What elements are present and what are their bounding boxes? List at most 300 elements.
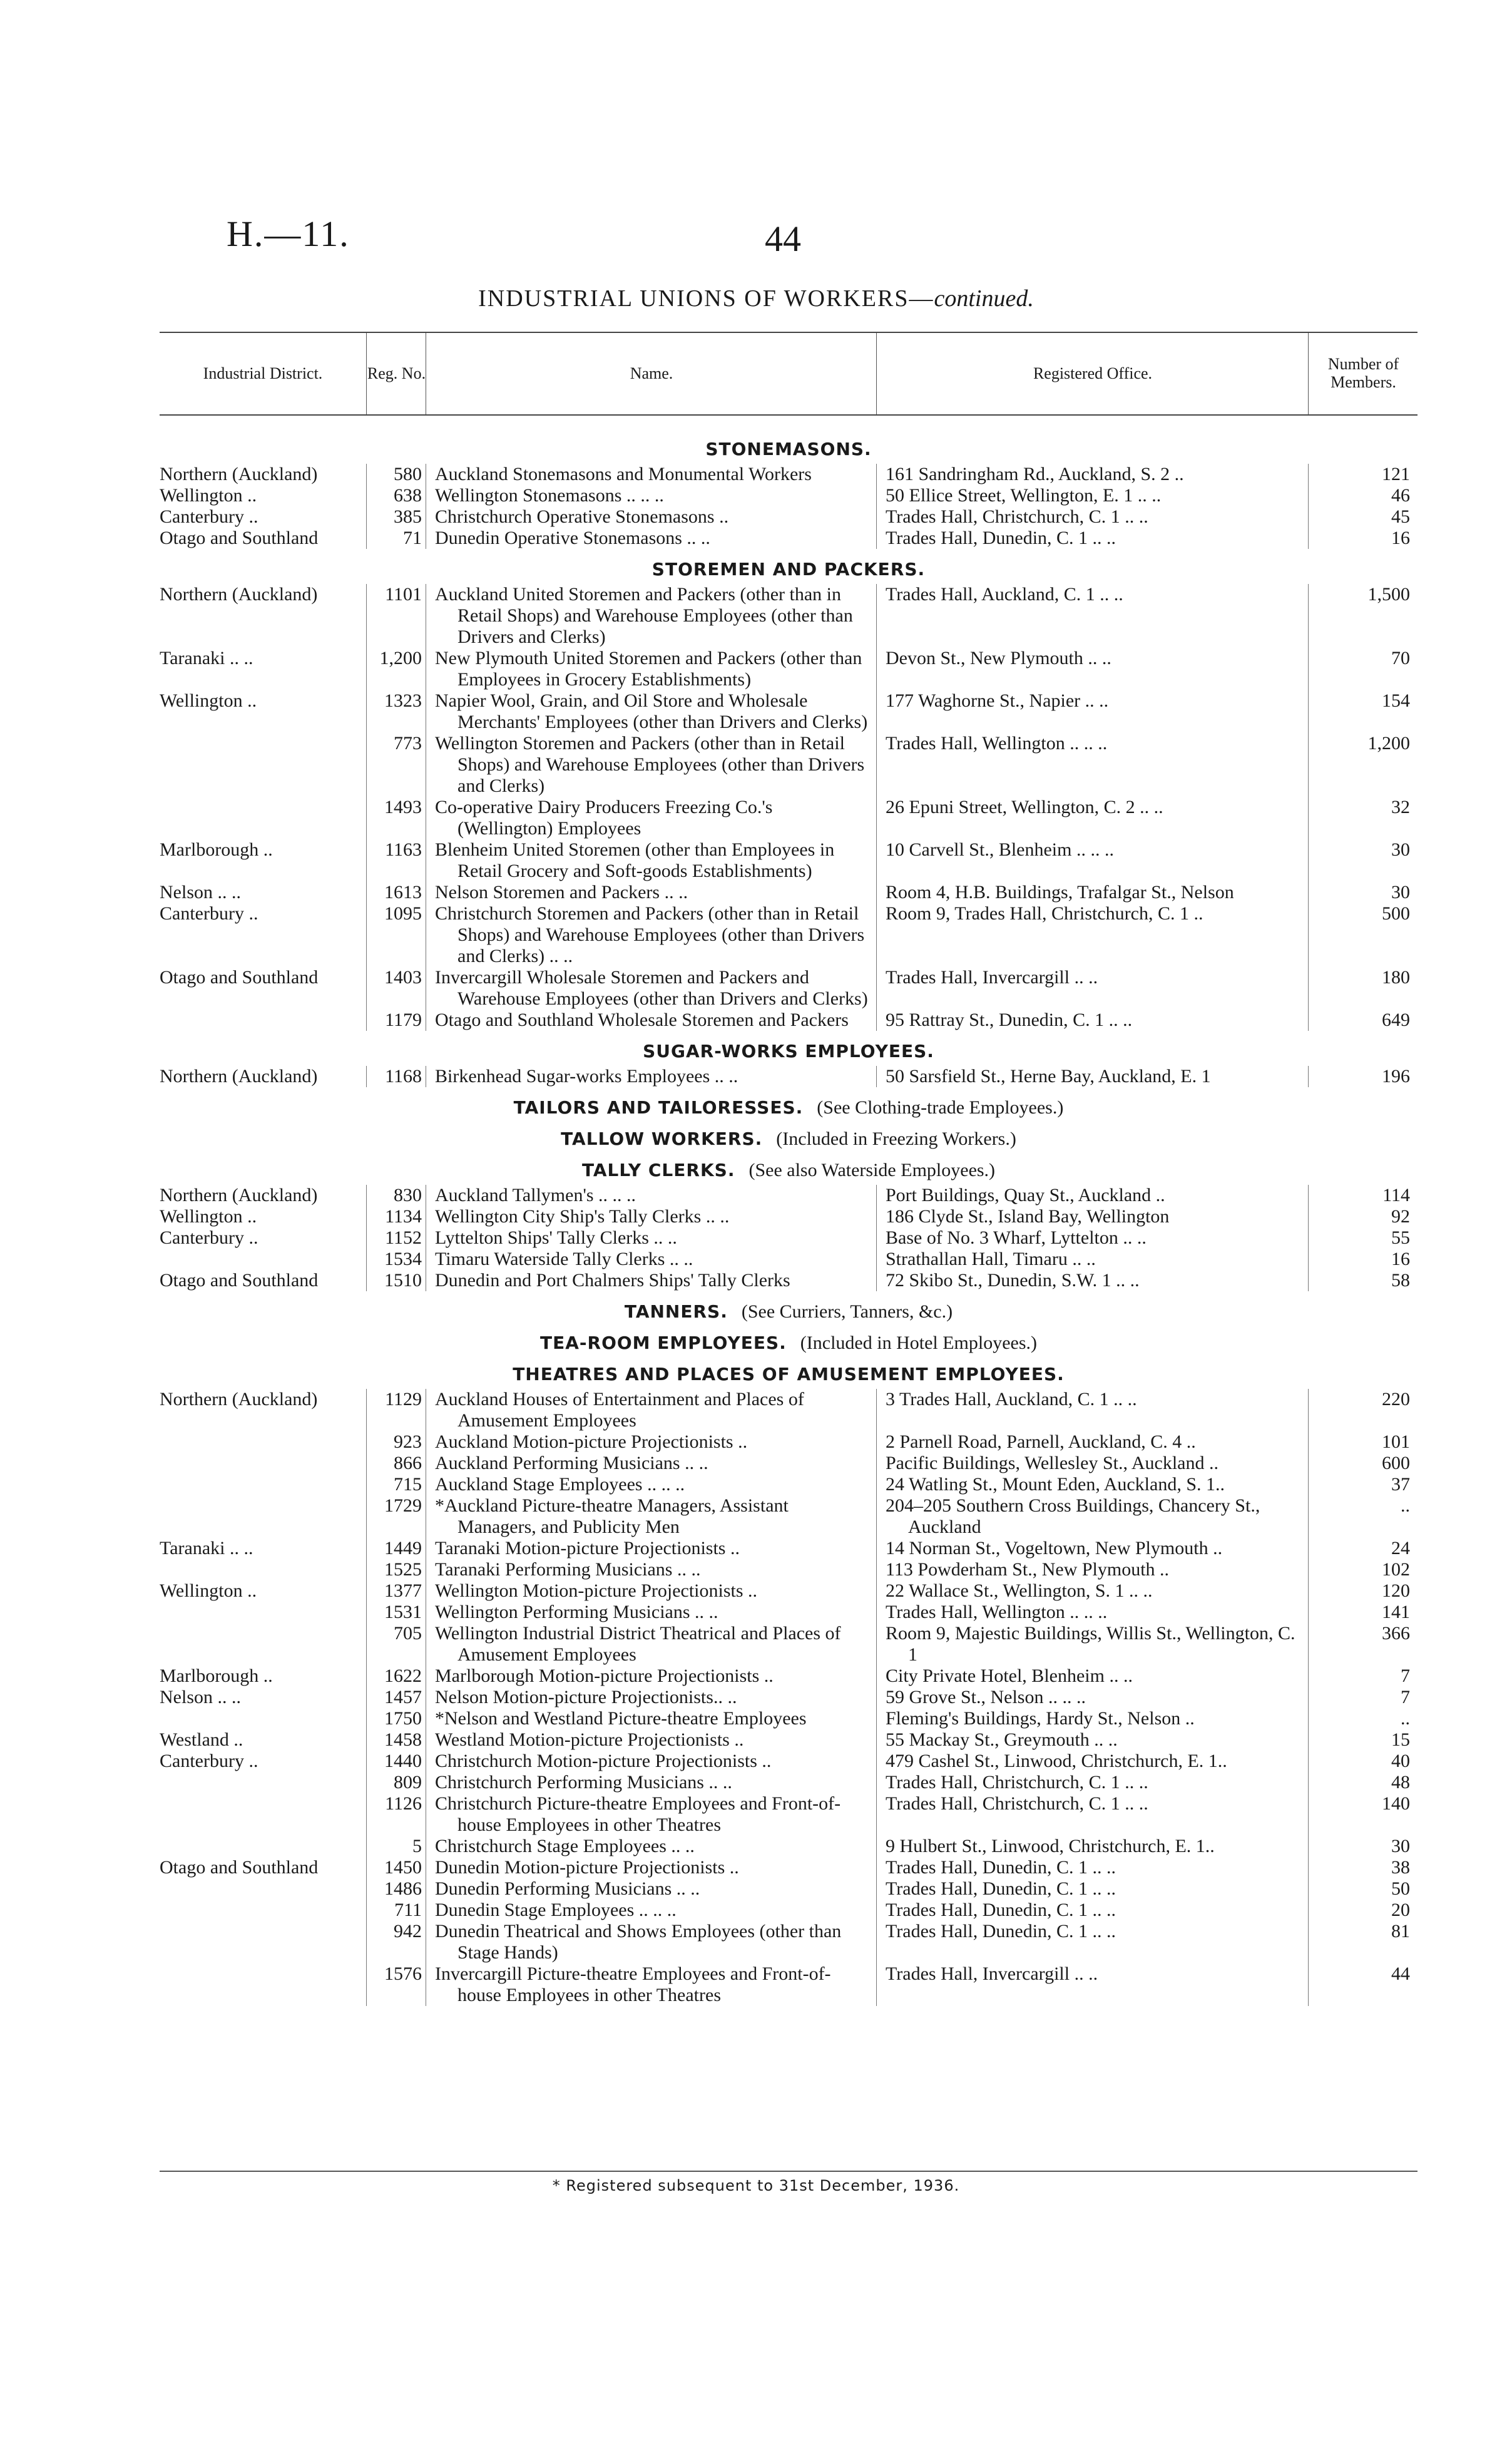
members-cell: 220 bbox=[1308, 1389, 1418, 1431]
reg-no-cell: 1622 bbox=[366, 1666, 426, 1687]
table-row bbox=[160, 882, 1418, 903]
section-heading: STOREMEN AND PACKERS. bbox=[651, 559, 926, 580]
reg-no-cell: 923 bbox=[366, 1431, 426, 1453]
page-title-main: INDUSTRIAL UNIONS OF WORKERS— bbox=[478, 285, 934, 312]
registered-office-cell: Trades Hall, Dunedin, C. 1 .. .. bbox=[876, 1857, 1308, 1878]
section-tearoom bbox=[160, 1333, 1418, 1354]
registered-office-cell: Port Buildings, Quay St., Auckland .. bbox=[876, 1185, 1308, 1206]
registered-office-cell: Room 9, Majestic Buildings, Willis St., Wellington, C. 1 bbox=[876, 1623, 1308, 1666]
union-name-cell: Dunedin Stage Employees .. .. .. bbox=[426, 1900, 876, 1921]
union-name-cell: Taranaki Motion-picture Projectionists .. bbox=[426, 1538, 876, 1559]
registered-office-cell: 2 Parnell Road, Parnell, Auckland, C. 4 .. bbox=[876, 1431, 1308, 1453]
district-cell: Wellington .. bbox=[160, 1580, 257, 1601]
table-row bbox=[160, 1836, 1418, 1857]
district-cell: Northern (Auckland) bbox=[160, 464, 318, 484]
district-cell: Northern (Auckland) bbox=[160, 1185, 318, 1205]
union-name-cell: Christchurch Motion-picture Projectionists .. bbox=[426, 1751, 876, 1772]
group-theatres bbox=[160, 1389, 1418, 2006]
registered-office-cell: 72 Skibo St., Dunedin, S.W. 1 .. .. bbox=[876, 1270, 1308, 1291]
reg-no-cell: 1493 bbox=[366, 797, 426, 839]
reg-no-cell: 809 bbox=[366, 1772, 426, 1793]
reg-no-cell: 773 bbox=[366, 733, 426, 797]
district-cell: Otago and Southland bbox=[160, 967, 319, 988]
members-cell: 50 bbox=[1308, 1878, 1418, 1900]
district-cell: Westland .. bbox=[160, 1729, 243, 1750]
district-cell bbox=[160, 1772, 366, 1793]
registered-office-cell: 55 Mackay St., Greymouth .. .. bbox=[876, 1729, 1308, 1751]
members-cell: .. bbox=[1308, 1708, 1418, 1729]
members-cell: 140 bbox=[1308, 1793, 1418, 1836]
district-cell: Wellington .. bbox=[160, 690, 257, 711]
reg-no-cell: 1613 bbox=[366, 882, 426, 903]
union-name-cell: Wellington City Ship's Tally Clerks .. .. bbox=[426, 1206, 876, 1227]
reg-no-cell: 1163 bbox=[366, 839, 426, 882]
district-cell bbox=[160, 1921, 366, 1963]
district-cell: Canterbury .. bbox=[160, 1751, 258, 1771]
district-cell: Nelson .. .. bbox=[160, 882, 241, 903]
table-row bbox=[160, 506, 1418, 528]
registered-office-cell: Trades Hall, Dunedin, C. 1 .. .. bbox=[876, 1878, 1308, 1900]
registered-office-cell: 26 Epuni Street, Wellington, C. 2 .. .. bbox=[876, 797, 1308, 839]
section-note: (See Clothing-trade Employees.) bbox=[817, 1097, 1064, 1118]
district-cell bbox=[160, 1623, 366, 1666]
members-cell: 114 bbox=[1308, 1185, 1418, 1206]
reg-no-cell: 711 bbox=[366, 1900, 426, 1921]
union-table bbox=[160, 429, 1418, 2006]
section-sugar bbox=[160, 1041, 1418, 1062]
members-cell: 58 bbox=[1308, 1270, 1418, 1291]
reg-no-cell: 715 bbox=[366, 1474, 426, 1495]
reg-no-cell: 1457 bbox=[366, 1687, 426, 1708]
group-tally bbox=[160, 1185, 1418, 1291]
registered-office-cell: 24 Watling St., Mount Eden, Auckland, S. 1.. bbox=[876, 1474, 1308, 1495]
union-name-cell: Wellington Industrial District Theatrical and Places of Amusement Employees bbox=[426, 1623, 876, 1666]
district-cell: Northern (Auckland) bbox=[160, 1389, 318, 1410]
members-cell: 180 bbox=[1308, 967, 1418, 1010]
reg-no-cell: 580 bbox=[366, 464, 426, 485]
union-name-cell: Wellington Motion-picture Projectionists .. bbox=[426, 1580, 876, 1602]
reg-no-cell: 1323 bbox=[366, 690, 426, 733]
table-row bbox=[160, 584, 1418, 648]
table-row bbox=[160, 903, 1418, 967]
registered-office-cell: 3 Trades Hall, Auckland, C. 1 .. .. bbox=[876, 1389, 1308, 1431]
column-header-name: Name. bbox=[426, 333, 877, 414]
table-row bbox=[160, 1623, 1418, 1666]
table-row bbox=[160, 1857, 1418, 1878]
section-heading: SUGAR-WORKS EMPLOYEES. bbox=[643, 1041, 934, 1062]
section-heading: STONEMASONS. bbox=[705, 439, 872, 459]
union-name-cell: Blenheim United Storemen (other than Employees in Retail Grocery and Soft-goods Establishments) bbox=[426, 839, 876, 882]
group-storemen bbox=[160, 584, 1418, 1031]
registered-office-cell: Devon St., New Plymouth .. .. bbox=[876, 648, 1308, 690]
column-header-office: Registered Office. bbox=[876, 333, 1309, 414]
section-storemen bbox=[160, 559, 1418, 580]
district-cell: Canterbury .. bbox=[160, 903, 258, 924]
registered-office-cell: Trades Hall, Wellington .. .. .. bbox=[876, 733, 1308, 797]
members-cell: 24 bbox=[1308, 1538, 1418, 1559]
union-name-cell: Christchurch Storemen and Packers (other than in Retail Shops) and Warehouse Employees (other than Drivers and Clerks) .. .. bbox=[426, 903, 876, 967]
table-row bbox=[160, 1270, 1418, 1291]
members-cell: 45 bbox=[1308, 506, 1418, 528]
reg-no-cell: 1377 bbox=[366, 1580, 426, 1602]
table-row bbox=[160, 1389, 1418, 1431]
section-note: (Included in Hotel Employees.) bbox=[800, 1333, 1038, 1353]
reg-no-cell: 1449 bbox=[366, 1538, 426, 1559]
district-cell bbox=[160, 1249, 366, 1270]
table-row bbox=[160, 733, 1418, 797]
section-note: (See Curriers, Tanners, &c.) bbox=[741, 1301, 953, 1322]
union-name-cell: Auckland Stonemasons and Monumental Workers bbox=[426, 464, 876, 485]
union-name-cell: Auckland United Storemen and Packers (other than in Retail Shops) and Warehouse Employees (other than Drivers and Clerks) bbox=[426, 584, 876, 648]
union-name-cell: Dunedin Operative Stonemasons .. .. bbox=[426, 528, 876, 549]
members-cell: 38 bbox=[1308, 1857, 1418, 1878]
reg-no-cell: 1129 bbox=[366, 1389, 426, 1431]
members-cell: 141 bbox=[1308, 1602, 1418, 1623]
district-cell: Otago and Southland bbox=[160, 528, 319, 548]
members-cell: 48 bbox=[1308, 1772, 1418, 1793]
reg-no-cell: 1458 bbox=[366, 1729, 426, 1751]
union-name-cell: Timaru Waterside Tally Clerks .. .. bbox=[426, 1249, 876, 1270]
district-cell: Otago and Southland bbox=[160, 1270, 319, 1291]
registered-office-cell: 479 Cashel St., Linwood, Christchurch, E. 1.. bbox=[876, 1751, 1308, 1772]
section-note: (See also Waterside Employees.) bbox=[748, 1160, 996, 1180]
union-name-cell: Napier Wool, Grain, and Oil Store and Wholesale Merchants' Employees (other than Drivers and Clerks) bbox=[426, 690, 876, 733]
union-name-cell: Invercargill Picture-theatre Employees and Front-of-house Employees in other Theatres bbox=[426, 1963, 876, 2006]
page-header bbox=[0, 0, 1512, 325]
table-row bbox=[160, 464, 1418, 485]
table-row bbox=[160, 1495, 1418, 1538]
column-header-reg: Reg. No. bbox=[366, 333, 426, 414]
group-sugar bbox=[160, 1066, 1418, 1087]
union-name-cell: Auckland Tallymen's .. .. .. bbox=[426, 1185, 876, 1206]
reg-no-cell: 1101 bbox=[366, 584, 426, 648]
reg-no-cell: 1729 bbox=[366, 1495, 426, 1538]
registered-office-cell: Room 9, Trades Hall, Christchurch, C. 1 .. bbox=[876, 903, 1308, 967]
section-heading: TALLY CLERKS. bbox=[581, 1160, 735, 1180]
district-cell bbox=[160, 1495, 366, 1538]
reg-no-cell: 1531 bbox=[366, 1602, 426, 1623]
union-name-cell: Westland Motion-picture Projectionists .. bbox=[426, 1729, 876, 1751]
page-number: 44 bbox=[765, 218, 801, 259]
table-row bbox=[160, 1249, 1418, 1270]
table-row bbox=[160, 967, 1418, 1010]
group-stonemasons bbox=[160, 464, 1418, 549]
registered-office-cell: 59 Grove St., Nelson .. .. .. bbox=[876, 1687, 1308, 1708]
registered-office-cell: Trades Hall, Christchurch, C. 1 .. .. bbox=[876, 1793, 1308, 1836]
members-cell: 15 bbox=[1308, 1729, 1418, 1751]
reg-no-cell: 1168 bbox=[366, 1066, 426, 1087]
registered-office-cell: 113 Powderham St., New Plymouth .. bbox=[876, 1559, 1308, 1580]
district-cell: Otago and Southland bbox=[160, 1857, 319, 1878]
table-row bbox=[160, 1580, 1418, 1602]
section-tailors bbox=[160, 1097, 1418, 1118]
reg-no-cell: 1152 bbox=[366, 1227, 426, 1249]
table-row bbox=[160, 1431, 1418, 1453]
registered-office-cell: Trades Hall, Invercargill .. .. bbox=[876, 1963, 1308, 2006]
table-row bbox=[160, 1602, 1418, 1623]
registered-office-cell: Trades Hall, Christchurch, C. 1 .. .. bbox=[876, 506, 1308, 528]
district-cell bbox=[160, 1963, 366, 2006]
reg-no-cell: 1095 bbox=[366, 903, 426, 967]
union-name-cell: Christchurch Operative Stonemasons .. bbox=[426, 506, 876, 528]
district-cell: Taranaki .. .. bbox=[160, 648, 253, 668]
reg-no-cell: 1179 bbox=[366, 1010, 426, 1031]
registered-office-cell: 161 Sandringham Rd., Auckland, S. 2 .. bbox=[876, 464, 1308, 485]
district-cell: Wellington .. bbox=[160, 1206, 257, 1227]
table-row bbox=[160, 1559, 1418, 1580]
registered-office-cell: Trades Hall, Christchurch, C. 1 .. .. bbox=[876, 1772, 1308, 1793]
reg-no-cell: 1,200 bbox=[366, 648, 426, 690]
reg-no-cell: 1576 bbox=[366, 1963, 426, 2006]
reg-no-cell: 1486 bbox=[366, 1878, 426, 1900]
reg-no-cell: 71 bbox=[366, 528, 426, 549]
members-cell: .. bbox=[1308, 1495, 1418, 1538]
registered-office-cell: Trades Hall, Dunedin, C. 1 .. .. bbox=[876, 1921, 1308, 1963]
table-row bbox=[160, 1227, 1418, 1249]
registered-office-cell: City Private Hotel, Blenheim .. .. bbox=[876, 1666, 1308, 1687]
reg-no-cell: 1510 bbox=[366, 1270, 426, 1291]
members-cell: 366 bbox=[1308, 1623, 1418, 1666]
table-row bbox=[160, 1751, 1418, 1772]
members-cell: 32 bbox=[1308, 797, 1418, 839]
union-name-cell: Taranaki Performing Musicians .. .. bbox=[426, 1559, 876, 1580]
table-row bbox=[160, 648, 1418, 690]
reg-no-cell: 1750 bbox=[366, 1708, 426, 1729]
members-cell: 154 bbox=[1308, 690, 1418, 733]
table-row bbox=[160, 690, 1418, 733]
members-cell: 30 bbox=[1308, 882, 1418, 903]
registered-office-cell: Base of No. 3 Wharf, Lyttelton .. .. bbox=[876, 1227, 1308, 1249]
union-name-cell: Auckland Performing Musicians .. .. bbox=[426, 1453, 876, 1474]
section-heading: TALLOW WORKERS. bbox=[561, 1128, 763, 1149]
table-row bbox=[160, 839, 1418, 882]
district-cell: Taranaki .. .. bbox=[160, 1538, 253, 1558]
union-name-cell: Dunedin Theatrical and Shows Employees (other than Stage Hands) bbox=[426, 1921, 876, 1963]
district-cell bbox=[160, 1474, 366, 1495]
members-cell: 20 bbox=[1308, 1900, 1418, 1921]
district-cell bbox=[160, 1602, 366, 1623]
union-name-cell: Christchurch Picture-theatre Employees and Front-of-house Employees in other Theatres bbox=[426, 1793, 876, 1836]
section-tallow bbox=[160, 1128, 1418, 1150]
reg-no-cell: 1440 bbox=[366, 1751, 426, 1772]
union-name-cell: Lyttelton Ships' Tally Clerks .. .. bbox=[426, 1227, 876, 1249]
registered-office-cell: Pacific Buildings, Wellesley St., Auckland .. bbox=[876, 1453, 1308, 1474]
union-name-cell: Auckland Houses of Entertainment and Places of Amusement Employees bbox=[426, 1389, 876, 1431]
registered-office-cell: Strathallan Hall, Timaru .. .. bbox=[876, 1249, 1308, 1270]
registered-office-cell: Room 4, H.B. Buildings, Trafalgar St., Nelson bbox=[876, 882, 1308, 903]
district-cell: Marlborough .. bbox=[160, 839, 273, 860]
district-cell bbox=[160, 1453, 366, 1474]
registered-office-cell: 95 Rattray St., Dunedin, C. 1 .. .. bbox=[876, 1010, 1308, 1031]
reg-no-cell: 942 bbox=[366, 1921, 426, 1963]
members-cell: 46 bbox=[1308, 485, 1418, 506]
table-row bbox=[160, 1185, 1418, 1206]
union-name-cell: Wellington Stonemasons .. .. .. bbox=[426, 485, 876, 506]
reg-no-cell: 866 bbox=[366, 1453, 426, 1474]
district-cell: Marlborough .. bbox=[160, 1666, 273, 1686]
table-row bbox=[160, 1793, 1418, 1836]
table-row bbox=[160, 1729, 1418, 1751]
district-cell: Canterbury .. bbox=[160, 506, 258, 527]
table-row bbox=[160, 1687, 1418, 1708]
members-cell: 500 bbox=[1308, 903, 1418, 967]
members-cell: 1,500 bbox=[1308, 584, 1418, 648]
reg-no-cell: 1450 bbox=[366, 1857, 426, 1878]
union-name-cell: *Nelson and Westland Picture-theatre Employees bbox=[426, 1708, 876, 1729]
reg-no-cell: 830 bbox=[366, 1185, 426, 1206]
table-row bbox=[160, 1708, 1418, 1729]
section-heading: TEA-ROOM EMPLOYEES. bbox=[539, 1333, 787, 1353]
table-row bbox=[160, 1666, 1418, 1687]
registered-office-cell: 50 Ellice Street, Wellington, E. 1 .. .. bbox=[876, 485, 1308, 506]
district-cell: Nelson .. .. bbox=[160, 1687, 241, 1707]
section-tanners bbox=[160, 1301, 1418, 1323]
union-name-cell: Marlborough Motion-picture Projectionists .. bbox=[426, 1666, 876, 1687]
district-cell bbox=[160, 1431, 366, 1453]
members-cell: 55 bbox=[1308, 1227, 1418, 1249]
reg-no-cell: 1525 bbox=[366, 1559, 426, 1580]
footer-rule bbox=[160, 2171, 1418, 2172]
union-name-cell: Otago and Southland Wholesale Storemen and Packers bbox=[426, 1010, 876, 1031]
reg-no-cell: 1534 bbox=[366, 1249, 426, 1270]
members-cell: 30 bbox=[1308, 839, 1418, 882]
registered-office-cell: Trades Hall, Dunedin, C. 1 .. .. bbox=[876, 1900, 1308, 1921]
reg-no-cell: 1403 bbox=[366, 967, 426, 1010]
district-cell: Northern (Auckland) bbox=[160, 584, 318, 605]
district-cell bbox=[160, 733, 366, 797]
union-name-cell: Christchurch Performing Musicians .. .. bbox=[426, 1772, 876, 1793]
union-name-cell: Invercargill Wholesale Storemen and Packers and Warehouse Employees (other than Drivers and Clerks) bbox=[426, 967, 876, 1010]
members-cell: 102 bbox=[1308, 1559, 1418, 1580]
members-cell: 7 bbox=[1308, 1666, 1418, 1687]
table-row bbox=[160, 1474, 1418, 1495]
union-name-cell: Christchurch Stage Employees .. .. bbox=[426, 1836, 876, 1857]
union-name-cell: Birkenhead Sugar-works Employees .. .. bbox=[426, 1066, 876, 1087]
table-row bbox=[160, 1921, 1418, 1963]
members-cell: 1,200 bbox=[1308, 733, 1418, 797]
table-row bbox=[160, 1772, 1418, 1793]
registered-office-cell: 10 Carvell St., Blenheim .. .. .. bbox=[876, 839, 1308, 882]
page-title-continued: continued. bbox=[934, 285, 1034, 312]
registered-office-cell: 177 Waghorne St., Napier .. .. bbox=[876, 690, 1308, 733]
union-name-cell: Co-operative Dairy Producers Freezing Co.'s (Wellington) Employees bbox=[426, 797, 876, 839]
section-theatres bbox=[160, 1364, 1418, 1385]
members-cell: 40 bbox=[1308, 1751, 1418, 1772]
union-name-cell: Wellington Performing Musicians .. .. bbox=[426, 1602, 876, 1623]
registered-office-cell: 186 Clyde St., Island Bay, Wellington bbox=[876, 1206, 1308, 1227]
section-note: (Included in Freezing Workers.) bbox=[776, 1128, 1016, 1149]
district-cell: Canterbury .. bbox=[160, 1227, 258, 1248]
column-header bbox=[160, 332, 1418, 416]
registered-office-cell: 9 Hulbert St., Linwood, Christchurch, E. 1.. bbox=[876, 1836, 1308, 1857]
registered-office-cell: Trades Hall, Invercargill .. .. bbox=[876, 967, 1308, 1010]
table-row bbox=[160, 1453, 1418, 1474]
members-cell: 30 bbox=[1308, 1836, 1418, 1857]
district-cell bbox=[160, 1900, 366, 1921]
section-heading: TAILORS AND TAILORESSES. bbox=[513, 1097, 804, 1118]
members-cell: 44 bbox=[1308, 1963, 1418, 2006]
registered-office-cell: Trades Hall, Dunedin, C. 1 .. .. bbox=[876, 528, 1308, 549]
registered-office-cell: Trades Hall, Auckland, C. 1 .. .. bbox=[876, 584, 1308, 648]
reg-no-cell: 1134 bbox=[366, 1206, 426, 1227]
table-row bbox=[160, 1066, 1418, 1087]
table-row bbox=[160, 1010, 1418, 1031]
union-name-cell: Dunedin Motion-picture Projectionists .. bbox=[426, 1857, 876, 1878]
table-row bbox=[160, 797, 1418, 839]
section-tally bbox=[160, 1160, 1418, 1181]
table-row bbox=[160, 485, 1418, 506]
table-row bbox=[160, 1900, 1418, 1921]
members-cell: 196 bbox=[1308, 1066, 1418, 1087]
members-cell: 649 bbox=[1308, 1010, 1418, 1031]
members-cell: 92 bbox=[1308, 1206, 1418, 1227]
union-name-cell: *Auckland Picture-theatre Managers, Assistant Managers, and Publicity Men bbox=[426, 1495, 876, 1538]
union-name-cell: Dunedin and Port Chalmers Ships' Tally Clerks bbox=[426, 1270, 876, 1291]
footnote: * Registered subsequent to 31st December, 1936. bbox=[552, 2177, 960, 2194]
district-cell bbox=[160, 1836, 366, 1857]
table-row bbox=[160, 1963, 1418, 2006]
members-cell: 120 bbox=[1308, 1580, 1418, 1602]
members-cell: 81 bbox=[1308, 1921, 1418, 1963]
members-cell: 16 bbox=[1308, 528, 1418, 549]
members-cell: 37 bbox=[1308, 1474, 1418, 1495]
column-header-members: Number of Members. bbox=[1308, 333, 1418, 414]
column-header-district: Industrial District. bbox=[203, 364, 323, 382]
district-cell bbox=[160, 1559, 366, 1580]
union-name-cell: Auckland Stage Employees .. .. .. bbox=[426, 1474, 876, 1495]
members-cell: 7 bbox=[1308, 1687, 1418, 1708]
page-title bbox=[0, 285, 1512, 312]
table-row bbox=[160, 1878, 1418, 1900]
members-cell: 16 bbox=[1308, 1249, 1418, 1270]
union-name-cell: New Plymouth United Storemen and Packers (other than Employees in Grocery Establishments) bbox=[426, 648, 876, 690]
district-cell bbox=[160, 1793, 366, 1836]
section-stonemasons bbox=[160, 439, 1418, 460]
members-cell: 121 bbox=[1308, 464, 1418, 485]
members-cell: 101 bbox=[1308, 1431, 1418, 1453]
district-cell bbox=[160, 1010, 366, 1031]
reg-no-cell: 705 bbox=[366, 1623, 426, 1666]
registered-office-cell: 204–205 Southern Cross Buildings, Chancery St., Auckland bbox=[876, 1495, 1308, 1538]
union-name-cell: Wellington Storemen and Packers (other than in Retail Shops) and Warehouse Employees (other than Drivers and Clerks) bbox=[426, 733, 876, 797]
members-cell: 600 bbox=[1308, 1453, 1418, 1474]
table-row bbox=[160, 528, 1418, 549]
table-row bbox=[160, 1206, 1418, 1227]
union-name-cell: Dunedin Performing Musicians .. .. bbox=[426, 1878, 876, 1900]
section-heading: TANNERS. bbox=[624, 1301, 728, 1322]
union-name-cell: Auckland Motion-picture Projectionists .. bbox=[426, 1431, 876, 1453]
reg-no-cell: 1126 bbox=[366, 1793, 426, 1836]
registered-office-cell: 50 Sarsfield St., Herne Bay, Auckland, E. 1 bbox=[876, 1066, 1308, 1087]
reg-no-cell: 5 bbox=[366, 1836, 426, 1857]
section-heading: THEATRES AND PLACES OF AMUSEMENT EMPLOYEES. bbox=[513, 1364, 1065, 1384]
reg-no-cell: 385 bbox=[366, 506, 426, 528]
members-cell: 70 bbox=[1308, 648, 1418, 690]
table-row bbox=[160, 1538, 1418, 1559]
registered-office-cell: 22 Wallace St., Wellington, S. 1 .. .. bbox=[876, 1580, 1308, 1602]
district-cell bbox=[160, 1708, 366, 1729]
district-cell bbox=[160, 1878, 366, 1900]
district-cell bbox=[160, 797, 366, 839]
registered-office-cell: 14 Norman St., Vogeltown, New Plymouth .. bbox=[876, 1538, 1308, 1559]
district-cell: Wellington .. bbox=[160, 485, 257, 506]
reg-no-cell: 638 bbox=[366, 485, 426, 506]
document-reference: H.—11. bbox=[227, 213, 350, 254]
registered-office-cell: Trades Hall, Wellington .. .. .. bbox=[876, 1602, 1308, 1623]
registered-office-cell: Fleming's Buildings, Hardy St., Nelson .. bbox=[876, 1708, 1308, 1729]
union-name-cell: Nelson Motion-picture Projectionists.. .. bbox=[426, 1687, 876, 1708]
district-cell: Northern (Auckland) bbox=[160, 1066, 318, 1087]
